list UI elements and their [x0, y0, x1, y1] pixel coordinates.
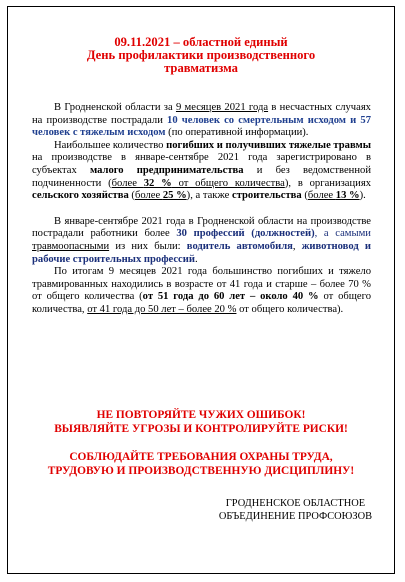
p2-percent-13: 13 %: [335, 190, 360, 202]
p1-period: 9 месяцев 2021 года: [175, 102, 269, 113]
warning-line: ВЫЯВЛЯЙТЕ УГРОЗЫ И КОНТРОЛИРУЙТЕ РИСКИ!: [54, 422, 348, 435]
p2-text: (: [128, 190, 135, 202]
warning-block-1: [8, 409, 394, 436]
warning-line: СОБЛЮДАЙТЕ ТРЕБОВАНИЯ ОХРАНЫ ТРУДА,: [69, 451, 333, 463]
p2-text: более: [111, 177, 144, 189]
p2-percent-25: 25 %: [162, 190, 187, 202]
p2-small-business: малого предпринимательства: [89, 164, 244, 176]
p2-emphasis: погибших и получивших тяжелые травмы: [166, 139, 371, 151]
p1-casualties: 10 человек со смертельным исходом и 57 человек с тяжелым исходом: [32, 114, 371, 139]
p2-text: более: [307, 190, 336, 202]
paragraph-gap: [32, 203, 371, 216]
signature-line: ОБЪЕДИНЕНИЕ ПРОФСОЮЗОВ: [218, 511, 372, 523]
p2-text: ).: [359, 190, 366, 202]
warning-line: ТРУДОВУЮ И ПРОИЗВОДСТВЕННУЮ ДИСЦИПЛИНУ!: [47, 464, 355, 477]
p2-text: (: [301, 190, 308, 202]
p1-text: (по оперативной информации).: [165, 127, 309, 139]
p1-text: в несчастных случаях на производстве пострадали: [32, 102, 371, 126]
p4-text: По итогам 9 месяцев 2021 года большинство погибших и тяжело травмированных находились в возрасте от 41 года и старше – более 70 % от общего количества (: [32, 266, 371, 303]
warning-line: НЕ ПОВТОРЯЙТЕ ЧУЖИХ ОШИБОК!: [96, 409, 306, 421]
paragraph-2: [32, 140, 371, 203]
p2-text: более: [134, 190, 163, 202]
p3-text: из них были:: [109, 240, 187, 252]
title-line-2: День профилактики производственного: [86, 48, 316, 62]
document-page: [7, 6, 395, 574]
paragraph-4: [32, 266, 371, 316]
p2-text: Наибольшее количество: [54, 139, 167, 151]
p2-text: и без ведомственной подчиненности (: [32, 164, 371, 189]
document-body: [32, 102, 371, 317]
paragraph-1: [32, 102, 371, 140]
p2-text: ), а также: [186, 190, 232, 202]
signature-line: ГРОДНЕНСКОЕ ОБЛАСТНОЕ: [225, 498, 366, 509]
p3-text: , а самыми: [314, 228, 371, 240]
p2-text: на производстве в январе-сентябре 2021 года зарегистрировано в субъектах: [32, 152, 371, 176]
paragraph-3: [32, 216, 371, 266]
p4-text: от общего количества).: [236, 303, 344, 315]
p4-text: от общего количества,: [32, 291, 371, 315]
p3-livestock-construction: животновод и рабочие строительных профессий: [32, 240, 371, 265]
p3-hazardous: травмоопасными: [32, 240, 110, 252]
p3-text: .: [194, 253, 198, 265]
title-line-1: 09.11.2021 – областной единый: [114, 35, 288, 49]
p2-construction: строительства: [232, 190, 302, 202]
p2-text: от общего количества: [171, 177, 285, 189]
p4-age-51-60: от 51 года до 60 лет – около 40 %: [142, 291, 319, 303]
p3-professions: 30 профессий (должностей): [176, 228, 315, 240]
p1-text: В Гродненской области за: [54, 102, 176, 113]
signature: [219, 497, 372, 524]
p4-age-41-50: от 41 года до 50 лет – более 20 %: [87, 303, 237, 315]
document-title: [8, 36, 394, 75]
p2-agriculture: сельского хозяйства: [32, 190, 129, 202]
title-line-3: травматизма: [164, 61, 238, 75]
warning-block-2: [8, 451, 394, 478]
p3-driver: водитель автомобиля: [186, 240, 293, 252]
p3-text: ,: [292, 240, 302, 252]
p3-text: В январе-сентябре 2021 года в Гродненской области на производстве пострадали работники более: [32, 215, 371, 240]
p2-percent-32: 32 %: [143, 177, 172, 189]
p2-text: ), в организациях: [284, 177, 372, 189]
